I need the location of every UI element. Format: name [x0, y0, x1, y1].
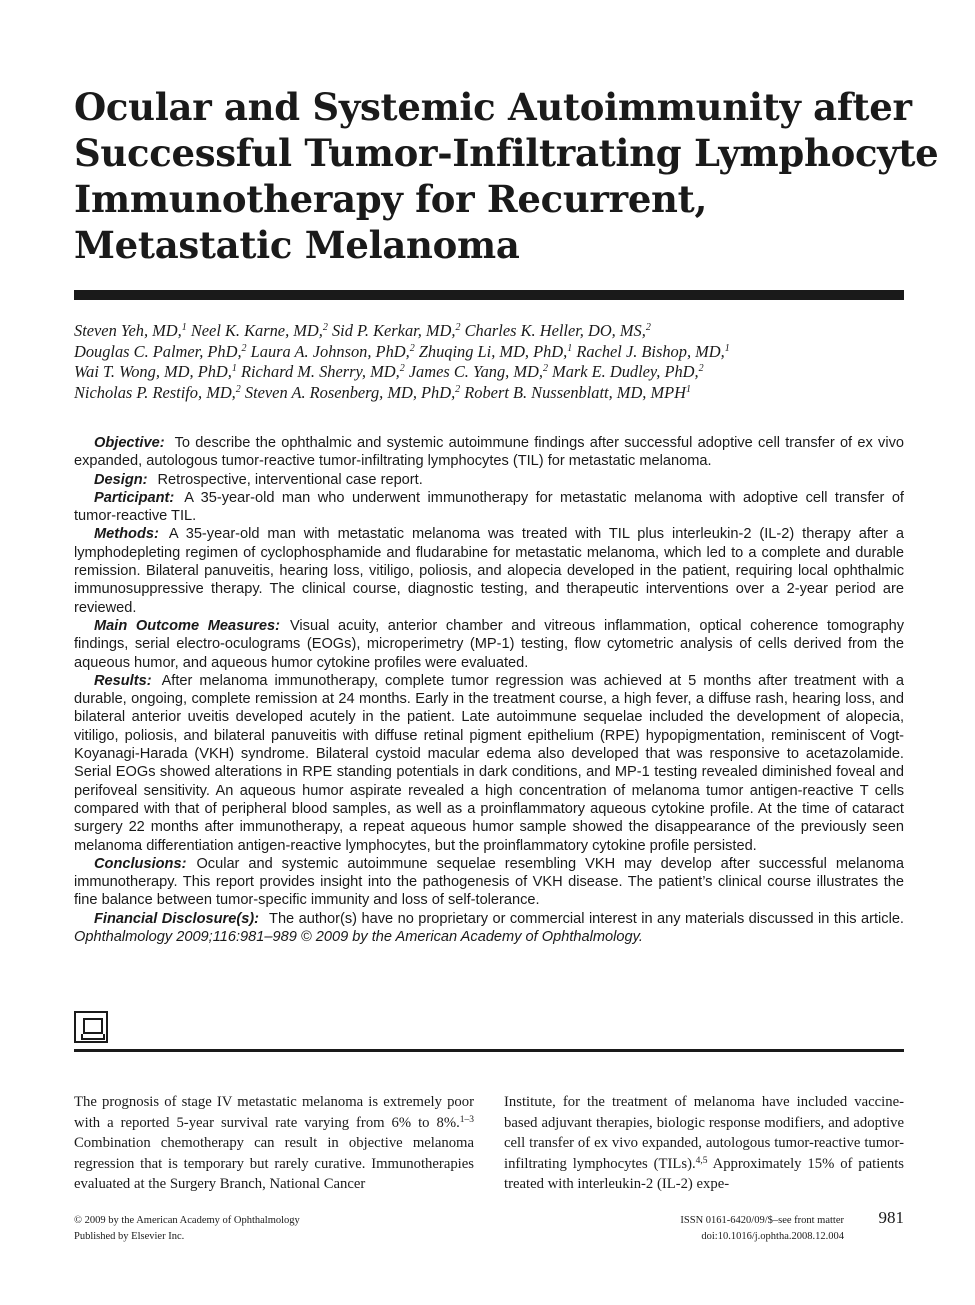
author-list — [74, 321, 904, 403]
body-text: The prognosis of stage IV metastatic melanoma is extremely poor with a reported 5-year survival rate varying from 6% to 8%. — [74, 1094, 474, 1131]
reference-link[interactable]: 4,5 — [695, 1155, 708, 1166]
author-line — [74, 342, 904, 363]
author-name: James C. Yang, MD, — [404, 362, 543, 381]
footer-identifiers — [640, 1213, 844, 1244]
author-affiliation: 2 — [698, 363, 704, 374]
body-text: Approximately 15% of patients treated with interleukin-2 (IL-2) expe- — [504, 1155, 904, 1192]
author-affiliation: 2 — [399, 363, 405, 374]
author-name: Laura A. Johnson, PhD, — [246, 341, 410, 361]
body-text: Combination chemotherapy can result in objective melanoma regression that is temporary but rarely curative. Immunotherapies evaluated at the Surgery Branch, National Cancer — [74, 1135, 474, 1192]
abstract — [74, 434, 904, 946]
section-text: Visual acuity, anterior chamber and vitreous inflammation, optical coherence tomography findings, serial electro-oculograms (EOGs), microperimetry (MP-1) testing, flow cytometric analysis of cells derived from the aqueous humor, and aqueous humor cytokine profiles were evaluated. — [74, 617, 905, 671]
author-line — [74, 362, 904, 383]
abstract-design — [74, 471, 904, 489]
section-label: Conclusions: — [94, 855, 187, 872]
abstract-methods — [74, 525, 904, 616]
author-affiliation: 1 — [685, 383, 691, 395]
author-name: Neel K. Karne, MD, — [186, 321, 323, 340]
author-name: Mark E. Dudley, PhD, — [547, 362, 699, 381]
copyright-text: © 2009 by the American Academy of Ophthalmology — [74, 1215, 300, 1226]
author-affiliation: 2 — [455, 383, 461, 395]
section-label: Main Outcome Measures: — [94, 617, 280, 634]
section-text: A 35-year-old man with metastatic melanoma was treated with TIL plus interleukin-2 (IL-2) therapy after a lymphodepleting regimen of cyclophosphamide and fludarabine for metastatic melanoma, which led to a complete and durable remission. Bilateral panuveitis, hearing loss, vitiligo, poliosis, and alopecia developed in the patient, requiring local ophthalmic immunosuppressive therapy. The clinical course, diagnostic testing, and therapeutic interventions over a 2-year period are reviewed. — [74, 526, 904, 616]
section-text: To describe the ophthalmic and systemic autoimmune findings after successful adoptive cell transfer of ex vivo expanded, autologous tumor-reactive tumor-infiltrating lymphocytes (TIL) for metastatic melanoma. — [74, 435, 904, 470]
author-name: Steven Yeh, MD, — [74, 321, 182, 340]
reference-link[interactable]: 1–3 — [459, 1114, 474, 1125]
title-rule — [74, 290, 904, 300]
author-affiliation: 1 — [724, 342, 730, 354]
abstract-rule — [74, 1049, 904, 1052]
body-text: Institute, for the treatment of melanoma have included vaccine-based adjuvant therapies, biologic response modifiers, and adoptive cell transfer of ex vivo expanded, autologous tumor-reactive tumor-infiltrating lymphocytes (TILs). — [504, 1094, 904, 1172]
abstract-participant — [74, 489, 904, 526]
publisher-text: Published by Elsevier Inc. — [74, 1230, 185, 1242]
section-text: The author(s) have no proprietary or commercial interest in any materials discussed in this article. — [269, 910, 904, 927]
doi-link[interactable]: doi:10.1016/j.ophtha.2008.12.004 — [701, 1230, 844, 1242]
page-number: 981 — [878, 1208, 904, 1227]
abstract-outcome-measures — [74, 617, 904, 672]
title-line: Successful Tumor-Infiltrating Lymphocyte — [74, 131, 939, 175]
author-name: Richard M. Sherry, MD, — [236, 362, 400, 381]
section-text: After melanoma immunotherapy, complete tumor regression was achieved at 5 months after treatment with a durable, ongoing, complete remission at 24 months. Early in the treatment course, a high fever, a diffuse rash, hearing loss, and bilateral anterior uveitis developed acutely in the patient. Late autoimmune sequelae included the development of alopecia, vitiligo, poliosis, and bilateral panuveitis with diffuse retinal pigment epithelium (RPE) hypopigmentation, reminiscent of Vogt-Koyanagi-Harada (VKH) syndrome. Bilateral cystoid macular edema also developed that was responsive to acetazolamide. Serial EOGs showed alterations in RPE standing potentials in dark conditions, and MP-1 testing revealed diminished foveal and perifoveal sensitivity. An aqueous humor aspirate revealed a high concentration of melanoma tumor antigen-reactive T cells compared with that of peripheral blood samples, as well as a proinflammatory aqueous cytokine profile. At the time of cataract surgery 22 months after immunotherapy, a repeat aqueous humor sample showed the disappearance of the previously seen melanoma differentiation antigen-reactive lymphocytes, but the proinflammatory cytokine profile persisted. — [74, 672, 904, 854]
article-title — [74, 84, 939, 268]
section-label: Design: — [94, 471, 148, 488]
issn-text: ISSN 0161-6420/09/$–see front matter — [680, 1215, 844, 1226]
author-name: Sid P. Kerkar, MD, — [327, 321, 456, 340]
abstract-results — [74, 672, 904, 855]
footer-publisher — [74, 1213, 300, 1244]
computer-icon — [74, 1011, 108, 1043]
abstract-objective — [74, 434, 904, 471]
section-label: Objective: — [94, 435, 165, 451]
author-affiliation: 2 — [542, 363, 548, 374]
section-text: A 35-year-old man who underwent immunotherapy for metastatic melanoma with adoptive cell transfer of tumor-reactive TIL. — [74, 489, 904, 525]
abstract-conclusions — [74, 855, 904, 910]
author-affiliation: 1 — [231, 363, 237, 374]
author-affiliation: 1 — [181, 322, 187, 333]
author-affiliation: 2 — [645, 322, 651, 333]
section-label: Financial Disclosure(s): — [94, 910, 260, 927]
author-name: Douglas C. Palmer, PhD, — [74, 341, 242, 361]
author-name: Wai T. Wong, MD, PhD, — [74, 362, 232, 381]
author-name: Zhuqing Li, MD, PhD, — [414, 341, 568, 361]
title-line: Metastatic Melanoma — [74, 223, 520, 267]
author-affiliation: 2 — [322, 322, 328, 333]
author-affiliation: 2 — [235, 383, 241, 395]
title-line: Immunotherapy for Recurrent, — [74, 177, 708, 221]
author-affiliation: 2 — [241, 342, 247, 354]
abstract-disclosure — [74, 910, 904, 947]
title-line: Ocular and Systemic Autoimmunity after — [74, 85, 912, 129]
author-affiliation: 1 — [567, 342, 573, 354]
section-text: Retrospective, interventional case report. — [157, 471, 423, 488]
author-name: Steven A. Rosenberg, MD, PhD, — [240, 382, 456, 402]
section-text: Ocular and systemic autoimmune sequelae resembling VKH may develop after successful melanoma immunotherapy. This report provides insight into the pathogenesis of VKH disease. The patient’s clinical course illustrates the fine balance between tumor-specific immunity and loss of self-tolerance. — [74, 855, 904, 909]
section-label: Methods: — [94, 526, 159, 543]
author-name: Rachel J. Bishop, MD, — [572, 341, 725, 361]
body-column-left — [74, 1092, 474, 1195]
author-name: Charles K. Heller, DO, MS, — [460, 321, 646, 340]
section-label: Participant: — [94, 489, 175, 506]
journal-citation: Ophthalmology 2009;116:981–989 © 2009 by the American Academy of Ophthalmology. — [74, 929, 643, 946]
author-line — [74, 321, 904, 342]
author-affiliation: 2 — [455, 322, 461, 333]
author-name: Robert B. Nussenblatt, MD, MPH — [460, 382, 686, 402]
author-line — [74, 383, 904, 404]
author-affiliation: 2 — [409, 342, 415, 354]
section-label: Results: — [94, 672, 152, 689]
author-name: Nicholas P. Restifo, MD, — [74, 382, 236, 402]
body-column-right — [504, 1092, 904, 1195]
